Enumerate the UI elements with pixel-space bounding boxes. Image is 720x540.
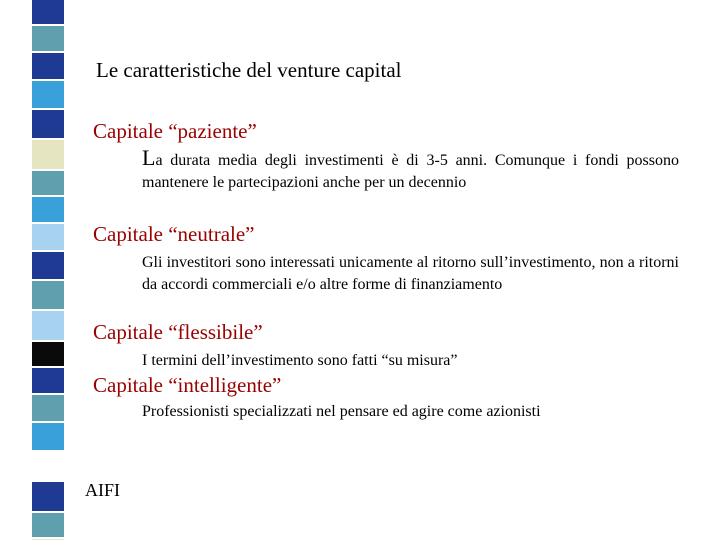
stripe-block — [32, 171, 64, 195]
stripe-block — [32, 281, 64, 309]
drop-letter: L — [142, 145, 156, 170]
stripe-block — [32, 482, 64, 511]
stripe-block — [32, 53, 64, 79]
section-heading-intelligente: Capitale “intelligente” — [93, 373, 282, 397]
stripe-block — [32, 368, 64, 393]
stripe-block — [32, 110, 64, 138]
stripe-block — [32, 26, 64, 51]
stripe-block — [32, 81, 64, 108]
stripe-block — [32, 395, 64, 421]
stripe-block — [32, 197, 64, 222]
section-body-neutrale: Gli investitori sono interessati unicamente al ritorno sull’investimento, non a ritorni da accordi commerciali e/o altre forme di finanziamento — [142, 254, 679, 293]
stripe-block — [32, 224, 64, 250]
stripe-block — [32, 423, 64, 450]
section-body-flessibile: I termini dell’investimento sono fatti “su misura” — [142, 352, 458, 369]
footer-label: AIFI — [85, 480, 120, 500]
section-heading-neutrale: Capitale “neutrale” — [93, 222, 255, 246]
stripe-block — [32, 252, 64, 279]
section-body-intelligente: Professionisti specializzati nel pensare ed agire come azionisti — [142, 403, 541, 420]
section-body-text: a durata media degli investimenti è di 3-5 anni. Comunque i fondi possono mantenere le partecipazioni anche per un decennio — [142, 152, 679, 191]
stripe-block — [32, 513, 64, 537]
stripe-block — [32, 452, 64, 480]
section-body-paziente — [142, 147, 679, 194]
stripe-block — [32, 311, 64, 340]
stripe-block — [32, 342, 64, 366]
stripe-block — [32, 0, 64, 24]
slide-title: Le caratteristiche del venture capital — [96, 58, 402, 82]
stripe-block — [32, 140, 64, 169]
decorative-stripe — [0, 0, 92, 540]
section-heading-paziente: Capitale “paziente” — [93, 119, 257, 143]
section-heading-flessibile: Capitale “flessibile” — [93, 320, 263, 344]
